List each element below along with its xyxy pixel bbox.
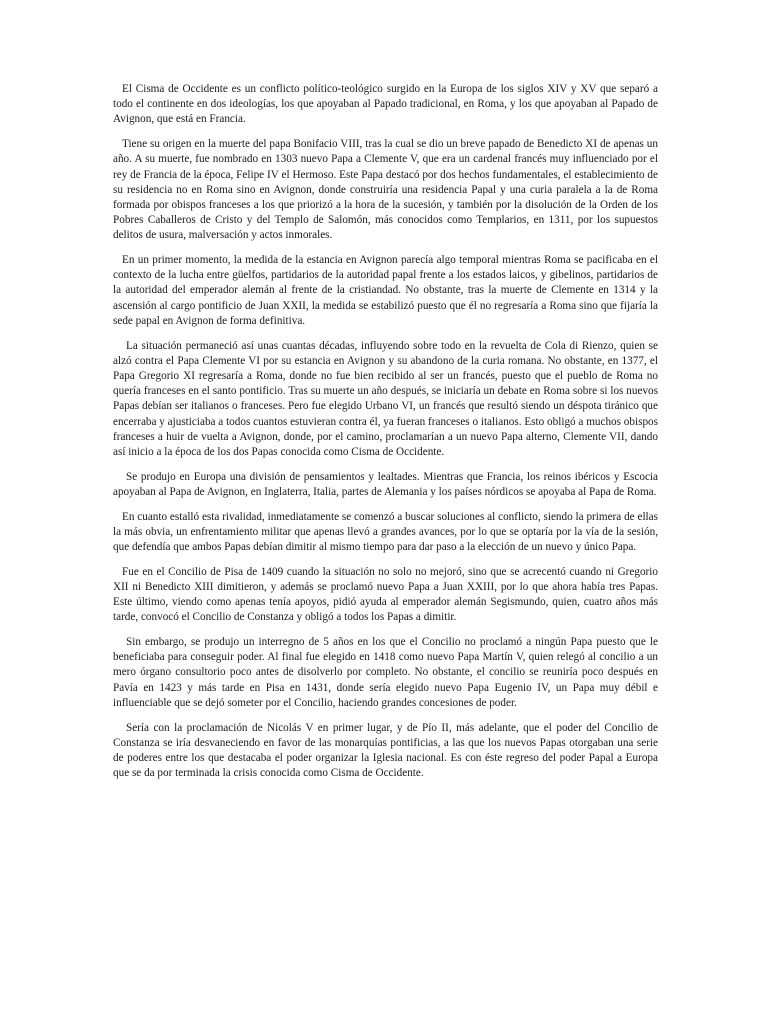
paragraph-8: Sin embargo, se produjo un interregno de 5 años en los que el Concilio no proclamó a ningún Papa puesto que le beneficiaba para conseguir poder. Al final fue elegido en 1418 como nuevo Papa Martín V, quien relegó al concilio a un mero órgano consultorio poco antes de disolverlo por completo. No obstante, el concilio se reuniría poco después en Pavía en 1423 y más tarde en Pisa en 1431, donde sería elegido nuevo Papa Eugenio IV, un Papa muy débil e influenciable que se dejó someter por el Concilio, haciendo grandes concesiones de poder. xyxy=(113,636,658,709)
paragraph-6: En cuanto estalló esta rivalidad, inmediatamente se comenzó a buscar soluciones al conflicto, siendo la primera de ellas la más obvia, un enfrentamiento militar que apenas llevó a grandes avances, por lo que se optaría por la vía de la sesión, que defendía que ambos Papas debían dimitir al mismo tiempo para dar paso a la elección de un nuevo y único Papa. xyxy=(113,510,658,553)
paragraph-7: Fue en el Concilio de Pisa de 1409 cuando la situación no solo no mejoró, sino que se acrecentó cuando ni Gregorio XII ni Benedicto XIII dimitieron, y además se proclamó nuevo Papa a Juan XXIII, por lo que ahora había tres Papas. Este último, viendo como apenas tenía apoyos, pidió ayuda al emperador alemán Segismundo, quien, cuatro años más tarde, convocó el Concilio de Constanza y obligó a todos los Papas a dimitir. xyxy=(113,565,658,624)
document-page xyxy=(113,82,658,791)
paragraph-4: La situación permaneció así unas cuantas décadas, influyendo sobre todo en la revuelta de Cola di Rienzo, quien se alzó contra el Papa Clemente VI por su estancia en Avignon y su abandono de la curia romana. No obstante, en 1377, el Papa Gregorio XI regresaría a Roma, donde no fue bien recibido al ser un francés, puesto que el pueblo de Roma no quería franceses en el santo pontificio. Tras su muerte un año después, se iniciaría un debate en Roma sobre si los nuevos Papas debían ser italianos o franceses. Pero fue elegido Urbano VI, un francés que resultó siendo un déspota tiránico que encerraba y ajusticiaba a todos cuantos estuvieran contra él, ya fueran franceses o italianos. Esto obligó a muchos obispos franceses a huir de vuelta a Avignon, donde, por el camino, proclamarían a un nuevo Papa alterno, Clemente VII, dando así inicio a la época de los dos Papas conocida como Cisma de Occidente. xyxy=(113,339,658,458)
paragraph-2: Tiene su origen en la muerte del papa Bonifacio VIII, tras la cual se dio un breve papado de Benedicto XI de apenas un año. A su muerte, fue nombrado en 1303 nuevo Papa a Clemente V, que era un cardenal francés muy influenciado por el rey de Francia de la época, Felipe IV el Hermoso. Este Papa destacó por dos hechos fundamentales, el establecimiento de su residencia no en Roma sino en Avignon, donde construiría una residencia Papal y una curia paralela a la de Roma formada por obispos franceses a los que priorizó a la hora de la sucesión, y también por la disolución de la Orden de los Pobres Caballeros de Cristo y del Templo de Salomón, más conocidos como Templarios, en 1311, por los supuestos delitos de usura, malversación y actos inmorales. xyxy=(113,138,658,242)
paragraph-1: El Cisma de Occidente es un conflicto político-teológico surgido en la Europa de los siglos XIV y XV que separó a todo el continente en dos ideologías, los que apoyaban al Papado tradicional, en Roma, y los que apoyaban al Papado de Avignon, que está en Francia. xyxy=(113,83,658,126)
paragraph-5: Se produjo en Europa una división de pensamientos y lealtades. Mientras que Francia, los reinos ibéricos y Escocia apoyaban al Papa de Avignon, en Inglaterra, Italia, partes de Alemania y los países nórdicos se apoyaba al Papa de Roma. xyxy=(113,470,658,498)
paragraph-3: En un primer momento, la medida de la estancia en Avignon parecía algo temporal mientras Roma se pacificaba en el contexto de la lucha entre güelfos, partidarios de la autoridad papal frente a los estados laicos, y gibelinos, partidarios de la autoridad del emperador alemán al frente de la cristiandad. No obstante, tras la muerte de Clemente en 1314 y la ascensión al cargo pontificio de Juan XXII, la medida se estabilizó puesto que él no regresaría a Roma sino que fijaría la sede papal en Avignon de forma definitiva. xyxy=(113,254,658,327)
paragraph-9: Sería con la proclamación de Nicolás V en primer lugar, y de Pío II, más adelante, que el poder del Concilio de Constanza se iría desvaneciendo en favor de las monarquías pontificias, a las que los nuevos Papas otorgaban una serie de poderes entre los que destacaba el poder organizar la Iglesia nacional. Es con éste regreso del poder Papal a Europa que se da por terminada la crisis conocida como Cisma de Occidente. xyxy=(113,721,658,780)
